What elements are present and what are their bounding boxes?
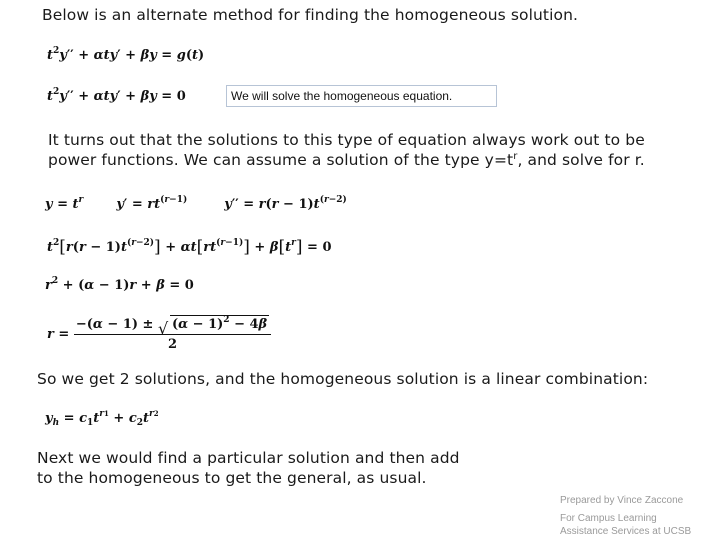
credit-affiliation-line1: For Campus Learning (560, 513, 657, 524)
credit-affiliation-line2: Assistance Services at UCSB (560, 526, 692, 537)
equation-quadratic-formula: r = −(α − 1) ± √ $(\alpha - 1)^2 - 4\beta$ 2 (47, 317, 271, 352)
equation-substituted: $t^2[r(r - 1)t^{(r-2)}] + \alpha t[rt^{(r-1)}] + \beta[t^r] = 0$ (47, 237, 332, 257)
heading-text: Below is an alternate method for finding the homogeneous solution. (42, 6, 579, 24)
equation-nonhomogeneous: $t^2y'' + \alpha ty' + \beta y = g(t)$ (47, 46, 205, 63)
paragraph-line2-text: power functions. We can assume a solution of the type y=t (48, 151, 514, 169)
paragraph-line2-sup: r (513, 151, 518, 162)
equation-homogeneous: $t^2y'' + \alpha ty' + \beta y = 0$ (47, 87, 186, 104)
credit-author: Prepared by Vince Zaccone (560, 495, 684, 506)
equation-homogeneous-solution: $y_h = c_1t^{r1} + c_2t^{r2}$ (45, 409, 159, 428)
paragraph-line2-end: , and solve for r. (517, 151, 645, 169)
paragraph-next-steps-line2: to the homogeneous to get the general, as usual. (37, 469, 427, 487)
equation-power-derivatives: $y = t^r$ $y' = rt^{(r-1)}$ $y'' = r(r - 1)t^{(r-2)}$ (45, 195, 347, 212)
paragraph-solution-form-line2 (48, 150, 645, 170)
equation-characteristic: $r^2 + (\alpha - 1)r + \beta = 0$ (45, 276, 194, 293)
paragraph-next-steps-line1: Next we would find a particular solution and then add (37, 449, 460, 467)
quadratic-fraction: −(α − 1) ± √ $(\alpha - 1)^2 - 4\beta$ 2 (74, 317, 271, 352)
note-box: We will solve the homogeneous equation. (226, 85, 497, 107)
paragraph-solution-form-line1: It turns out that the solutions to this type of equation always work out to be (48, 131, 645, 149)
paragraph-linear-combination: So we get 2 solutions, and the homogeneous solution is a linear combination: (37, 370, 649, 388)
